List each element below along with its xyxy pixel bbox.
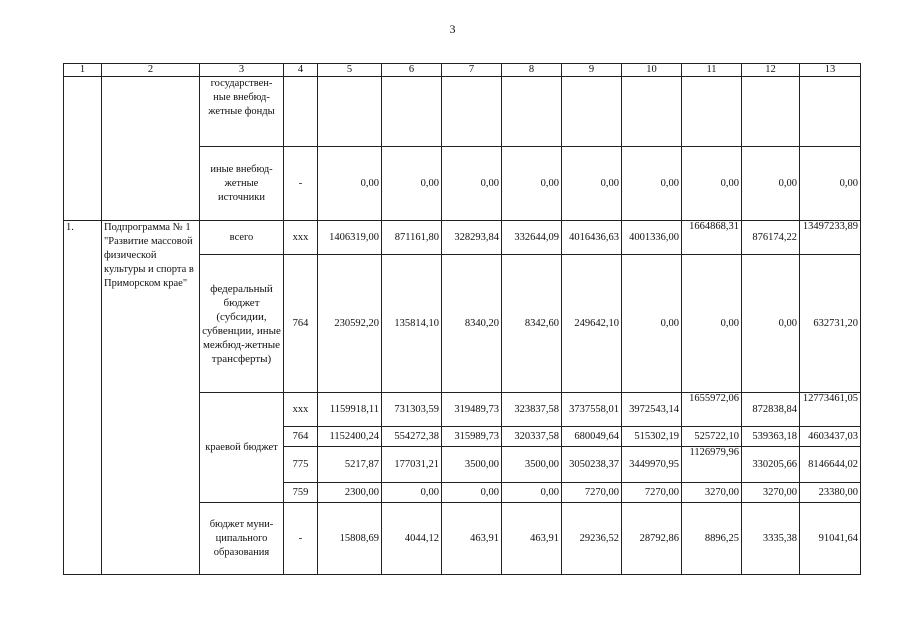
value-cell: 0,00 — [502, 483, 562, 503]
code-cell: 775 — [284, 447, 318, 483]
value-cell: 871161,80 — [382, 221, 442, 255]
value-cell: 0,00 — [682, 147, 742, 221]
value-cell: 3270,00 — [682, 483, 742, 503]
column-header: 6 — [382, 64, 442, 77]
value-cell: 0,00 — [382, 483, 442, 503]
value-cell: 12773461,05 — [800, 393, 861, 427]
value-cell: 1406319,00 — [318, 221, 382, 255]
value-cell: 0,00 — [318, 147, 382, 221]
code-cell: - — [284, 147, 318, 221]
column-header: 5 — [318, 64, 382, 77]
value-cell: 2300,00 — [318, 483, 382, 503]
value-cell: 7270,00 — [562, 483, 622, 503]
source-municipal: бюджет муни-ципального образования — [200, 503, 284, 575]
source-other: иные внебюд-жетные источники — [200, 147, 284, 221]
value-cell: 23380,00 — [800, 483, 861, 503]
value-cell: 0,00 — [800, 147, 861, 221]
value-cell: 3270,00 — [742, 483, 800, 503]
column-header: 1 — [64, 64, 102, 77]
value-cell: 0,00 — [622, 255, 682, 393]
value-cell: 731303,59 — [382, 393, 442, 427]
value-cell: 680049,64 — [562, 427, 622, 447]
value-cell: 1126979,96 — [682, 447, 742, 483]
column-header: 13 — [800, 64, 861, 77]
value-cell: 0,00 — [442, 483, 502, 503]
page-number: 3 — [449, 22, 456, 36]
column-header: 7 — [442, 64, 502, 77]
value-cell: 0,00 — [562, 147, 622, 221]
value-cell: 1159918,11 — [318, 393, 382, 427]
row-name-cell — [102, 77, 200, 221]
value-cell: 4044,12 — [382, 503, 442, 575]
value-cell: 463,91 — [502, 503, 562, 575]
table-row — [64, 221, 861, 255]
code-cell: ххх — [284, 393, 318, 427]
code-cell: 764 — [284, 427, 318, 447]
value-cell: 177031,21 — [382, 447, 442, 483]
budget-table — [63, 63, 861, 575]
value-cell: 135814,10 — [382, 255, 442, 393]
value-cell: 3050238,37 — [562, 447, 622, 483]
value-cell: 3500,00 — [502, 447, 562, 483]
value-cell: 1655972,06 — [682, 393, 742, 427]
value-cell: 515302,19 — [622, 427, 682, 447]
value-cell: 525722,10 — [682, 427, 742, 447]
value-cell: 3335,38 — [742, 503, 800, 575]
code-cell: - — [284, 503, 318, 575]
column-header-row — [64, 64, 861, 77]
value-cell: 3972543,14 — [622, 393, 682, 427]
column-header: 2 — [102, 64, 200, 77]
value-cell: 3500,00 — [442, 447, 502, 483]
value-cell: 4001336,00 — [622, 221, 682, 255]
code-cell: ххх — [284, 221, 318, 255]
subprogram-name: Подпрограмма № 1 "Развитие массовой физической культуры и спорта в Приморском крае" — [102, 221, 200, 575]
value-cell: 230592,20 — [318, 255, 382, 393]
value-cell: 4603437,03 — [800, 427, 861, 447]
source-state-funds: государствен-ные внебюд-жетные фонды — [200, 77, 284, 147]
value-cell: 3449970,95 — [622, 447, 682, 483]
row-number: 1. — [64, 221, 102, 575]
value-cell: 0,00 — [742, 255, 800, 393]
value-cell: 91041,64 — [800, 503, 861, 575]
value-cell: 0,00 — [382, 147, 442, 221]
value-cell: 0,00 — [742, 147, 800, 221]
source-regional: краевой бюджет — [200, 393, 284, 503]
value-cell: 8342,60 — [502, 255, 562, 393]
column-header: 10 — [622, 64, 682, 77]
value-cell: 463,91 — [442, 503, 502, 575]
source-federal: федеральный бюджет (субсидии, субвенции, иные межбюд-жетные трансферты) — [200, 255, 284, 393]
value-cell: 0,00 — [502, 147, 562, 221]
value-cell: 1152400,24 — [318, 427, 382, 447]
value-cell: 319489,73 — [442, 393, 502, 427]
value-cell: 8340,20 — [442, 255, 502, 393]
value-cell: 8896,25 — [682, 503, 742, 575]
value-cell: 330205,66 — [742, 447, 800, 483]
column-header: 9 — [562, 64, 622, 77]
value-cell: 3737558,01 — [562, 393, 622, 427]
value-cell: 249642,10 — [562, 255, 622, 393]
value-cell: 320337,58 — [502, 427, 562, 447]
value-cell: 0,00 — [442, 147, 502, 221]
table-row — [64, 77, 861, 147]
value-cell: 1664868,31 — [682, 221, 742, 255]
column-header: 3 — [200, 64, 284, 77]
code-cell: 764 — [284, 255, 318, 393]
value-cell: 539363,18 — [742, 427, 800, 447]
value-cell: 872838,84 — [742, 393, 800, 427]
value-cell: 29236,52 — [562, 503, 622, 575]
value-cell: 0,00 — [682, 255, 742, 393]
value-cell: 28792,86 — [622, 503, 682, 575]
value-cell: 13497233,89 — [800, 221, 861, 255]
source-total: всего — [200, 221, 284, 255]
value-cell: 0,00 — [622, 147, 682, 221]
row-number-cell — [64, 77, 102, 221]
column-header: 8 — [502, 64, 562, 77]
value-cell: 332644,09 — [502, 221, 562, 255]
column-header: 12 — [742, 64, 800, 77]
value-cell: 554272,38 — [382, 427, 442, 447]
value-cell: 5217,87 — [318, 447, 382, 483]
value-cell: 15808,69 — [318, 503, 382, 575]
value-cell: 7270,00 — [622, 483, 682, 503]
value-cell: 876174,22 — [742, 221, 800, 255]
value-cell: 4016436,63 — [562, 221, 622, 255]
value-cell: 315989,73 — [442, 427, 502, 447]
value-cell: 323837,58 — [502, 393, 562, 427]
code-cell: 759 — [284, 483, 318, 503]
value-cell: 328293,84 — [442, 221, 502, 255]
value-cell: 632731,20 — [800, 255, 861, 393]
value-cell: 8146644,02 — [800, 447, 861, 483]
column-header: 4 — [284, 64, 318, 77]
column-header: 11 — [682, 64, 742, 77]
